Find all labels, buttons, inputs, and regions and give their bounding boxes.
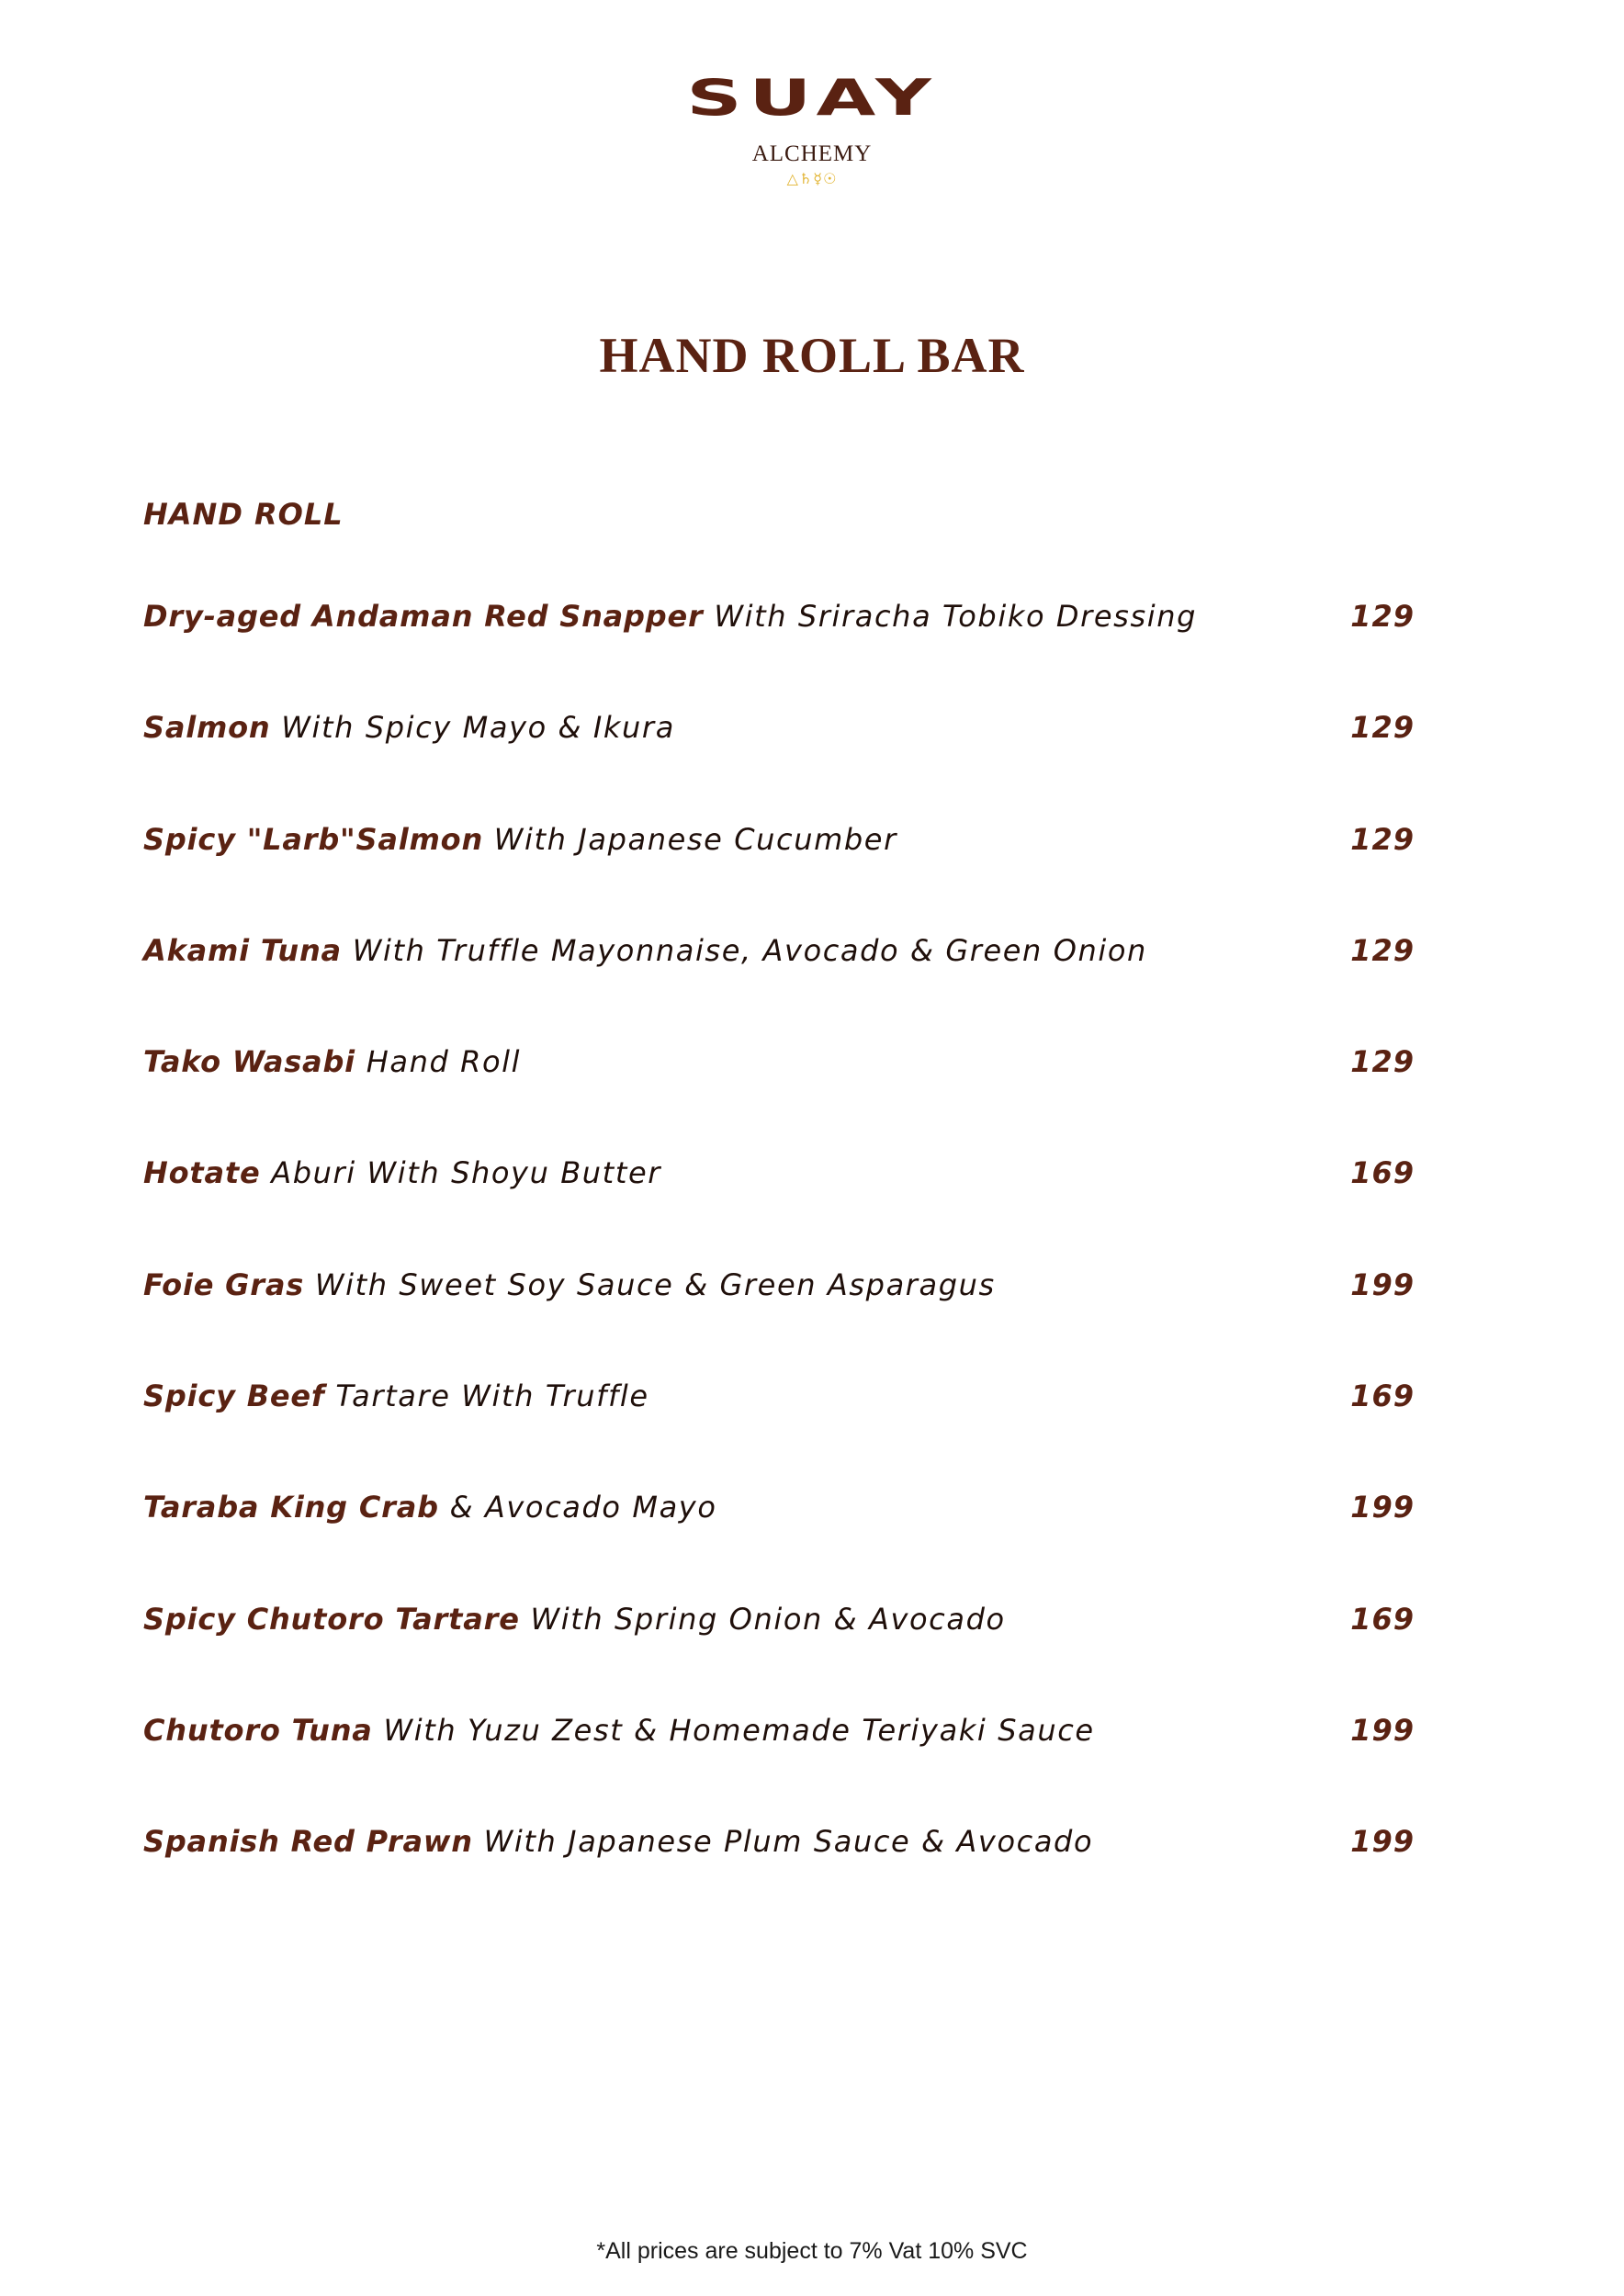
menu-item [143, 1823, 1415, 1934]
menu-item [143, 1712, 1415, 1823]
dish-price: 129 [1350, 710, 1415, 746]
menu-list [143, 598, 1415, 1935]
dish-price: 169 [1350, 1155, 1415, 1191]
dish-description: With Spring Onion & Avocado [519, 1601, 1006, 1637]
dish-description: With Sweet Soy Sauce & Green Asparagus [304, 1266, 996, 1302]
menu-item [143, 1154, 1415, 1266]
dish-name: Spicy Chutoro Tartare [143, 1601, 520, 1637]
dish-description: With Spicy Mayo & Ikura [270, 710, 675, 746]
dish-description: With Sriracha Tobiko Dressing [703, 599, 1198, 634]
page-title: HAND ROLL BAR [599, 328, 1025, 383]
dish-description: Aburi With Shoyu Butter [260, 1155, 662, 1191]
section-heading: HAND ROLL [143, 497, 344, 532]
menu-item [143, 821, 1415, 932]
dish-description: With Truffle Mayonnaise, Avocado & Green Onion [341, 932, 1147, 968]
brand-subtitle: ALCHEMY [751, 141, 873, 166]
dish-name: Foie Gras [143, 1266, 305, 1302]
menu-item [143, 1378, 1415, 1489]
dish-name: Chutoro Tuna [143, 1712, 373, 1748]
dish-price: 199 [1350, 1712, 1415, 1748]
dish-name: Hotate [143, 1155, 261, 1191]
dish-price: 199 [1350, 1824, 1415, 1860]
dish-description: Hand Roll [355, 1044, 522, 1080]
dish-name: Spicy "Larb"Salmon [143, 821, 484, 857]
dish-name: Taraba King Crab [143, 1490, 439, 1525]
dish-description: With Yuzu Zest & Homemade Teriyaki Sauce [372, 1712, 1095, 1748]
price-footnote: *All prices are subject to 7% Vat 10% SVC [596, 2238, 1028, 2264]
menu-item [143, 1043, 1415, 1154]
dish-price: 129 [1350, 821, 1415, 857]
dish-name: Dry-aged Andaman Red Snapper [143, 599, 704, 634]
dish-description: With Japanese Plum Sauce & Avocado [472, 1824, 1094, 1860]
menu-item [143, 598, 1415, 709]
dish-description: & Avocado Mayo [438, 1490, 717, 1525]
dish-name: Salmon [143, 710, 271, 746]
menu-item [143, 709, 1415, 820]
dish-name: Spicy Beef [143, 1379, 325, 1414]
brand-wordmark: SUAY [685, 69, 939, 127]
dish-name: Tako Wasabi [143, 1044, 355, 1080]
dish-description: Tartare With Truffle [324, 1379, 649, 1414]
dish-price: 199 [1350, 1266, 1415, 1302]
dish-name: Akami Tuna [143, 932, 342, 968]
menu-item [143, 932, 1415, 1043]
menu-item [143, 1266, 1415, 1378]
dish-price: 129 [1350, 932, 1415, 968]
dish-name: Spanish Red Prawn [143, 1824, 473, 1860]
alchemy-symbols-icon: △♄☿☉ [786, 170, 838, 187]
dish-price: 129 [1350, 599, 1415, 634]
brand-logo [0, 69, 1624, 187]
dish-description: With Japanese Cucumber [483, 821, 897, 857]
menu-item [143, 1601, 1415, 1712]
dish-price: 199 [1350, 1490, 1415, 1525]
dish-price: 129 [1350, 1044, 1415, 1080]
dish-price: 169 [1350, 1379, 1415, 1414]
dish-price: 169 [1350, 1601, 1415, 1637]
menu-item [143, 1489, 1415, 1600]
